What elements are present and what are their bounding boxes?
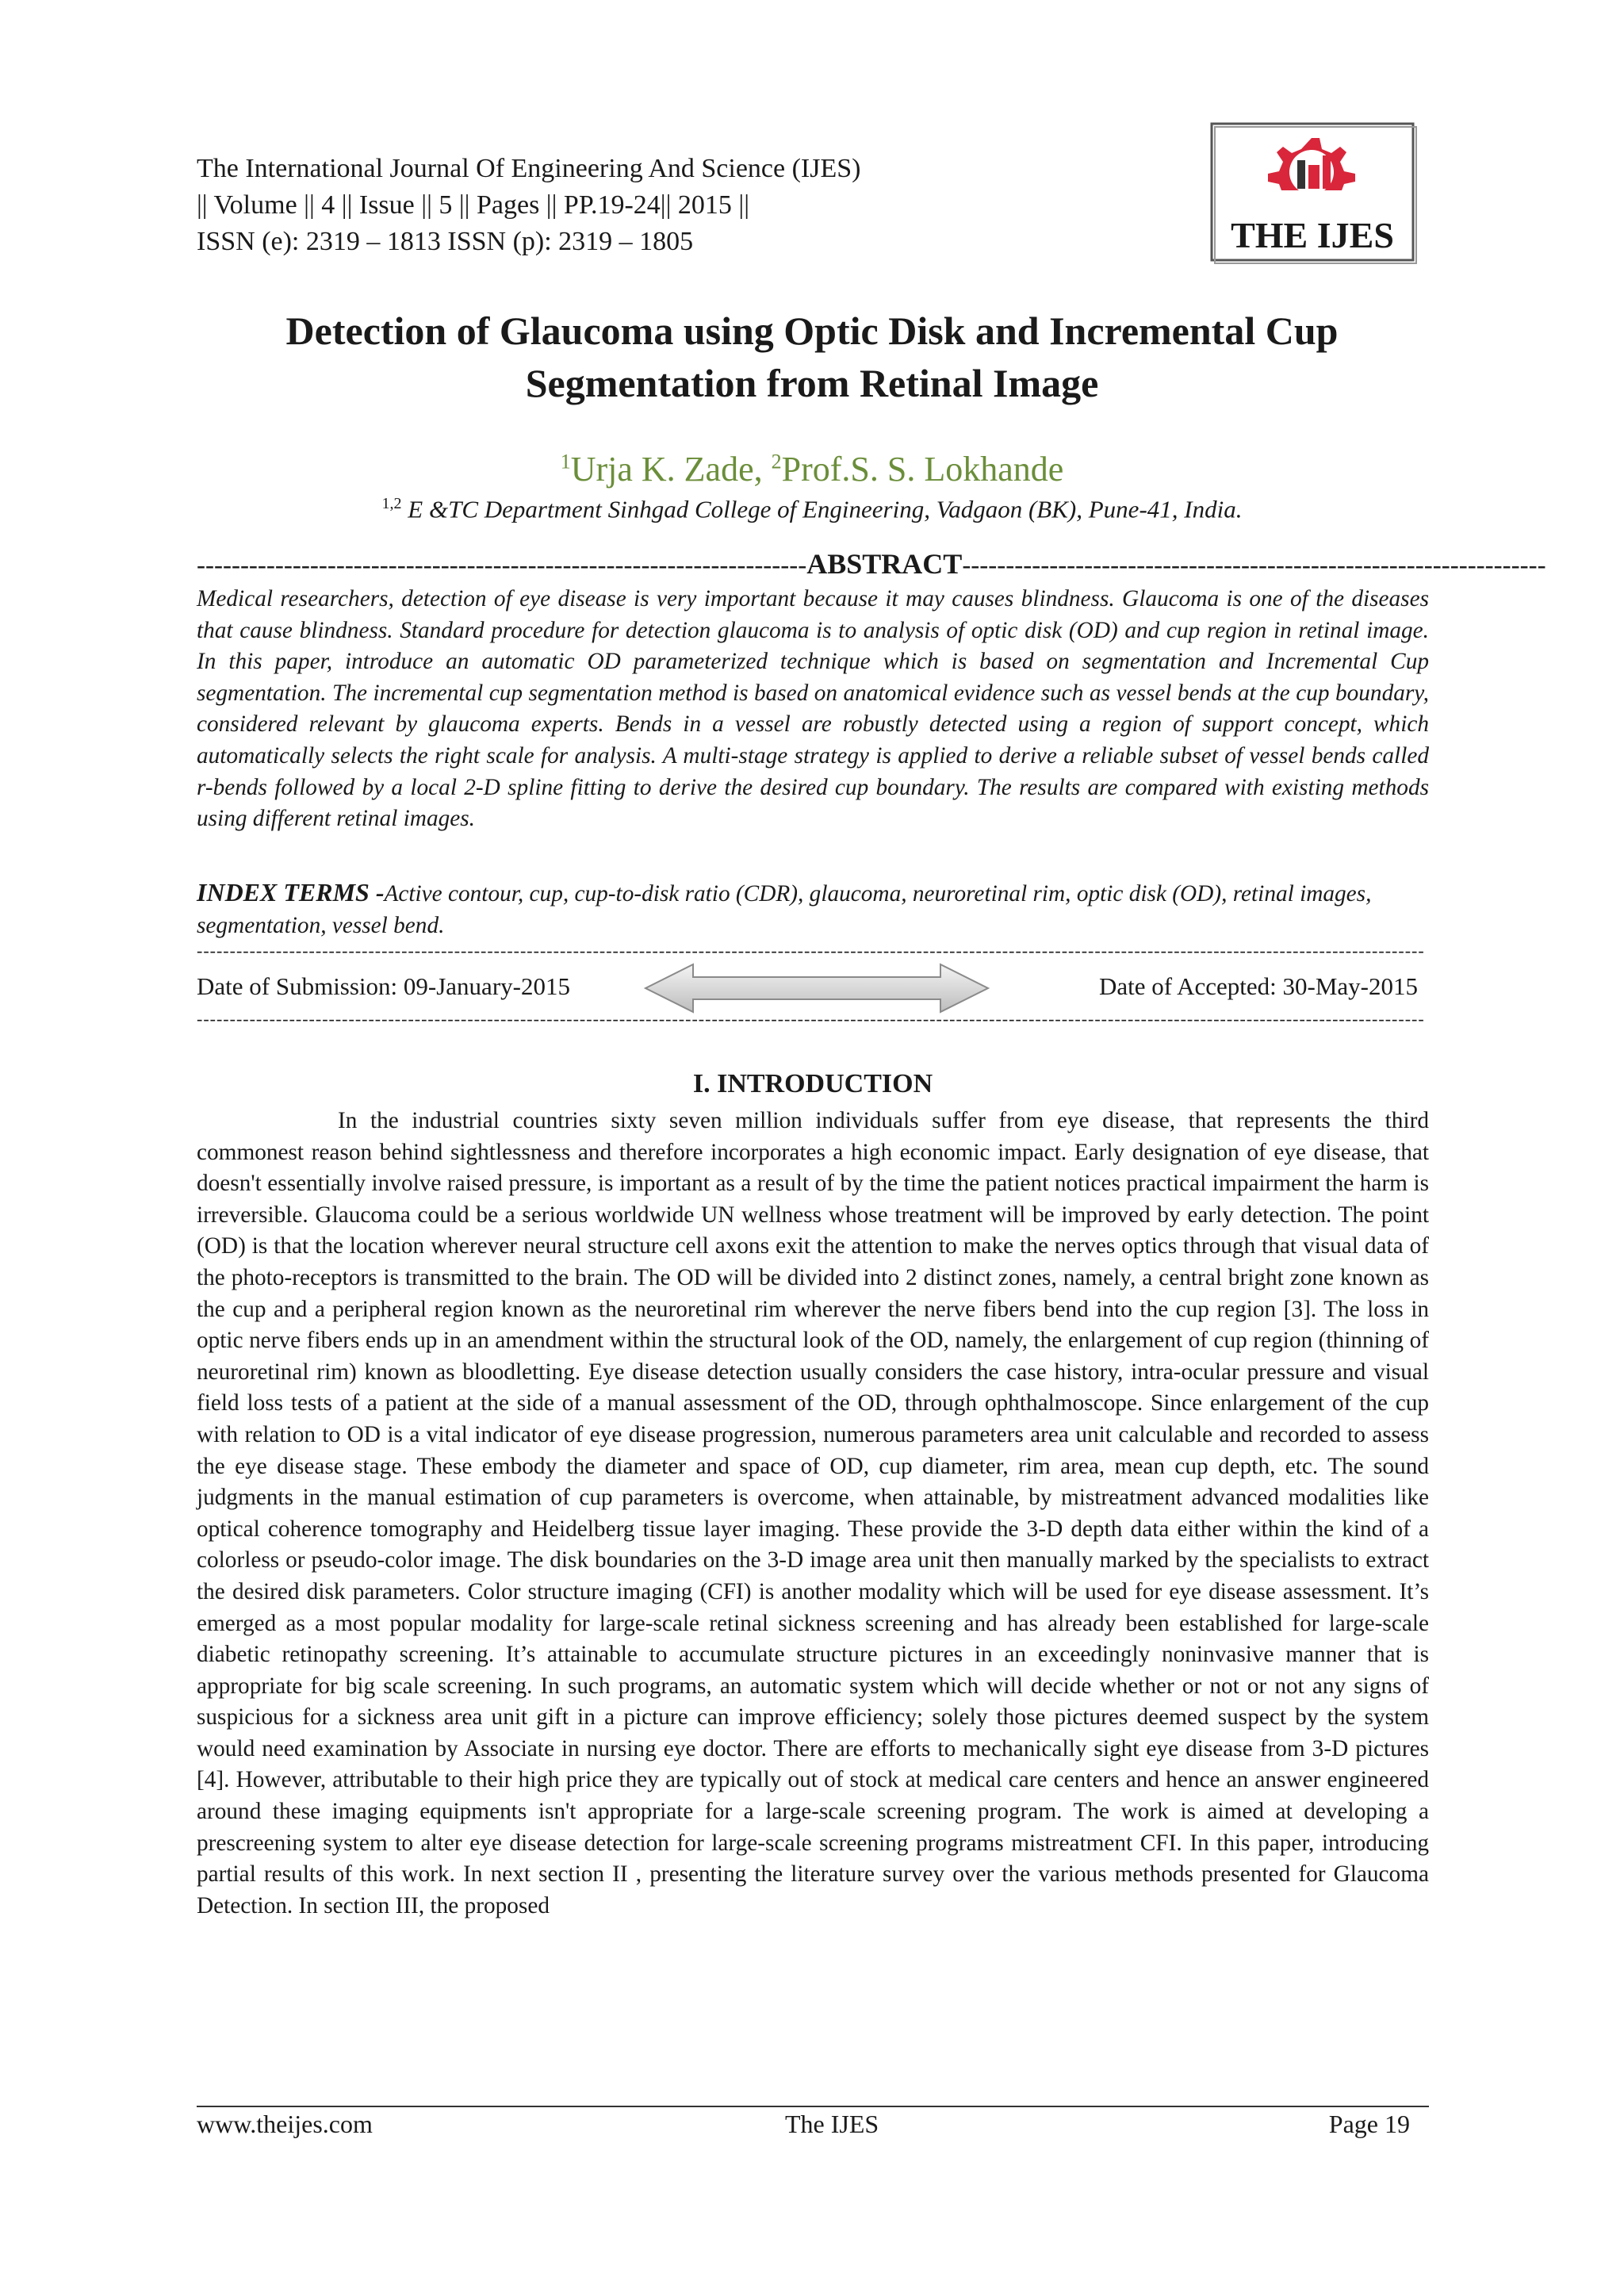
- title-line-2: Segmentation from Retinal Image: [525, 361, 1099, 405]
- index-terms-label: INDEX TERMS -: [197, 878, 385, 907]
- index-terms: [197, 877, 1429, 941]
- affiliation: [159, 495, 1465, 523]
- authors: [159, 449, 1465, 489]
- author-1-sup: 1: [560, 450, 571, 473]
- abstract-text: Medical researchers, detection of eye disease is very important because it may causes blindness. Glaucoma is one of the diseases that cause blindness. Standard procedure for detection glaucoma is to analysis of optic disk (OD) and cup region in retinal image. In this paper, introduce an automatic OD parameterized technique which is based on segmentation and Incremental Cup segmentation. The incremental cup segmentation method is based on anatomical evidence such as vessel bends at the cup boundary, considered relevant by glaucoma experts. Bends in a vessel are robustly detected using a region of support concept, which automatically selects the right scale for analysis. A multi-stage strategy is applied to derive a reliable subset of vessel bends called r-bends followed by a local 2-D spline fitting to derive the desired cup boundary. The results are compared with existing methods using different retinal images.: [197, 586, 1429, 832]
- journal-name: The International Journal Of Engineering And Science (IJES): [197, 154, 861, 183]
- introduction-text: In the industrial countries sixty seven million individuals suffer from eye disease, that represents the third commonest reason behind sightlessness and therefore incorporates a high economic impact. Early designation of eye disease, that doesn't essentially involve raised pressure, is important as a result of by the time the patient notices practical impairment the harm is irreversible. Glaucoma could be a serious worldwide UN wellness whose treatment will be improved by early detection. The point (OD) is that the location wherever neural structure cell axons exit the attention to make the nerves optics through that visual data of the photo-receptors is transmitted to the brain. The OD will be divided into 2 distinct zones, namely, a central bright zone known as the cup and a peripheral region known as the neuroretinal rim wherever the nerve fibers bend into the cup region [3]. The loss in optic nerve fibers ends up in an amendment within the structural look of the OD, namely, the enlargement of cup region (thinning of neuroretinal rim) known as bloodletting. Eye disease detection usually considers the case history, intra-ocular pressure and visual field loss tests of a patient at the side of a manual assessment of the OD, through ophthalmoscope. Since enlargement of the cup with relation to OD is a vital indicator of eye disease progression, numerous parameters area unit calculable and recorded to assess the eye disease stage. These embody the diameter and space of OD, cup diameter, rim area, mean cup depth, etc. The sound judgments in the manual estimation of cup parameters is overcome, when attainable, by mistreatment advanced modalities like optical coherence tomography and Heidelberg tissue layer imaging. These provide the 3-D depth data either within the kind of a colorless or pseudo-color image. The disk boundaries on the 3-D image area unit then manually marked by the specialists to extract the desired disk parameters. Color structure imaging (CFI) is another modality which will be used for eye disease assessment. It’s emerged as a most popular modality for large-scale retinal sickness screening and has already been established for large-scale diabetic retinopathy screening. It’s attainable to accumulate structure pictures in an exceedingly noninvasive manner that is appropriate for big scale screening. In such programs, an automatic system which will decide whether or not or not any signs of suspicious for a sickness area unit gift in a picture can improve efficiency; solely those pictures deemed suspect by the system would need examination by Associate in nursing eye doctor. There are efforts to mechanically sight eye disease from 3-D pictures [4]. However, attributable to their high price they are typically out of stock at medical care centers and hence an answer engineered around these imaging equipments isn't appropriate for a large-scale screening program. The work is aimed at developing a prescreening system to alter eye disease detection for large-scale screening programs mistreatment CFI. In this paper, introducing partial results of this work. In next section II , presenting the literature survey over the various methods presented for Glaucoma Detection. In section III, the proposed: [197, 1108, 1429, 1918]
- abstract-heading-row: ----------------------------------------------------------------------ABSTRACT-------------------------------------------------------------------: [197, 548, 1546, 580]
- section-heading: I. INTRODUCTION: [692, 1069, 933, 1098]
- footer-page: Page 19: [1328, 2110, 1410, 2138]
- abstract-heading: ABSTRACT: [806, 548, 963, 580]
- author-2-sup: 2: [771, 450, 782, 473]
- footer-journal: The IJES: [785, 2110, 879, 2138]
- double-arrow-icon: [642, 961, 991, 1015]
- divider-top: ------------------------------------------------------------------------------------------------------------------------------------------------------------------------------------------: [197, 941, 1425, 960]
- ijes-logo: [1207, 121, 1416, 263]
- journal-header: [197, 151, 860, 260]
- author-2: Prof.S. S. Lokhande: [781, 450, 1064, 489]
- footer-rule: [197, 2106, 1429, 2107]
- divider-bottom: ------------------------------------------------------------------------------------------------------------------------------------------------------------------------------------------: [197, 1009, 1425, 1029]
- volume-line: || Volume || 4 || Issue || 5 || Pages || PP.19-24|| 2015 ||: [197, 190, 750, 220]
- accepted-date: Date of Accepted: 30-May-2015: [1098, 972, 1418, 1000]
- footer-website: www.theijes.com: [197, 2110, 373, 2138]
- index-terms-text: Active contour, cup, cup-to-disk ratio (CDR), glaucoma, neuroretinal rim, optic disk (OD), retinal images, segmentation, vessel bend.: [197, 881, 1372, 938]
- author-1: Urja K. Zade,: [570, 450, 772, 489]
- affiliation-sup: 1,2: [381, 495, 402, 512]
- affiliation-text: E &TC Department Sinhgad College of Engineering, Vadgaon (BK), Pune-41, India.: [401, 495, 1243, 523]
- title-line-1: Detection of Glaucoma using Optic Disk and Incremental Cup: [285, 309, 1339, 353]
- submission-date: Date of Submission: 09-January-2015: [197, 972, 570, 1000]
- paper-title: [159, 305, 1465, 409]
- logo-text: THE IJES: [1231, 215, 1394, 255]
- issn-line: ISSN (e): 2319 – 1813 ISSN (p): 2319 – 1805: [197, 227, 694, 256]
